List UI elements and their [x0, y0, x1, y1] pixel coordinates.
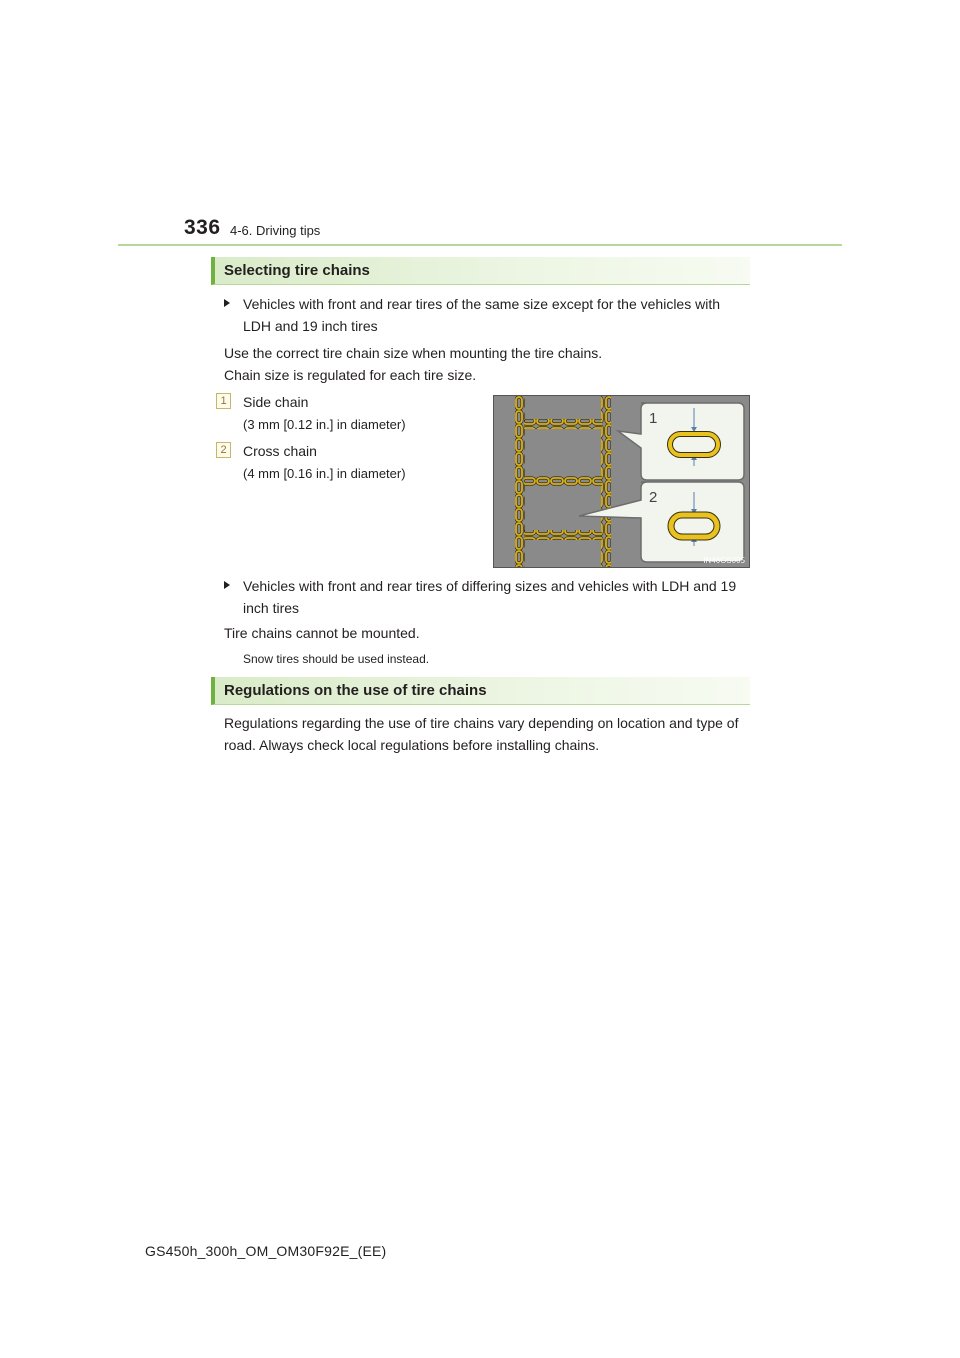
- item-side-chain-detail: (3 mm [0.12 in.] in diameter): [243, 417, 406, 432]
- page-number: 336: [184, 216, 221, 239]
- paragraph-chain-size-line2: Chain size is regulated for each tire size.: [224, 367, 477, 383]
- cross-chain-top: [524, 419, 602, 429]
- cross-chain-bottom: [524, 530, 602, 540]
- callout-side-chain: [618, 403, 744, 480]
- section-heading-regulations: [211, 677, 750, 705]
- bullet-text: Vehicles with front and rear tires of the same size except for the vehicles with LDH and 19 inch tires: [243, 296, 721, 334]
- side-chain-left: [515, 396, 525, 568]
- chapter-title: 4-6. Driving tips: [230, 223, 321, 238]
- bullet-text: Vehicles with front and rear tires of differing sizes and vehicles with LDH and 19 inch tires: [243, 578, 737, 616]
- bullet-arrow-icon: [224, 581, 230, 589]
- item-cross-chain-detail: (4 mm [0.16 in.] in diameter): [243, 466, 406, 481]
- header-rule: [118, 244, 842, 246]
- section-heading-text: Selecting tire chains: [224, 262, 370, 279]
- document-id-footer: GS450h_300h_OM_OM30F92E_(EE): [145, 1243, 387, 1259]
- section-heading-selecting-tire-chains: [211, 257, 750, 285]
- bullet-arrow-icon: [224, 299, 230, 307]
- paragraph-chain-size-line1: Use the correct tire chain size when mounting the tire chains.: [224, 345, 603, 361]
- item-side-chain-label: Side chain: [243, 394, 309, 410]
- callout-number-2: 2: [649, 489, 658, 506]
- cross-chain-middle: [524, 476, 602, 486]
- paragraph-regulations: Regulations regarding the use of tire chains vary depending on location and type of road. Always check local regulations before installing chains.: [224, 715, 739, 753]
- tire-chain-svg: [494, 396, 750, 568]
- tire-chain-illustration: [493, 395, 750, 568]
- section-heading-text: Regulations on the use of tire chains: [224, 682, 487, 699]
- callout-number-1: 1: [649, 410, 658, 427]
- note-snow-tires: Snow tires should be used instead.: [243, 652, 430, 666]
- figure-code: IN46GS005: [703, 556, 745, 565]
- item-cross-chain-label: Cross chain: [243, 443, 317, 459]
- item-number-badge-1: 1: [216, 393, 231, 409]
- paragraph-cannot-mount: Tire chains cannot be mounted.: [224, 625, 420, 641]
- side-chain-right: [601, 396, 611, 568]
- item-number-badge-2: 2: [216, 442, 231, 458]
